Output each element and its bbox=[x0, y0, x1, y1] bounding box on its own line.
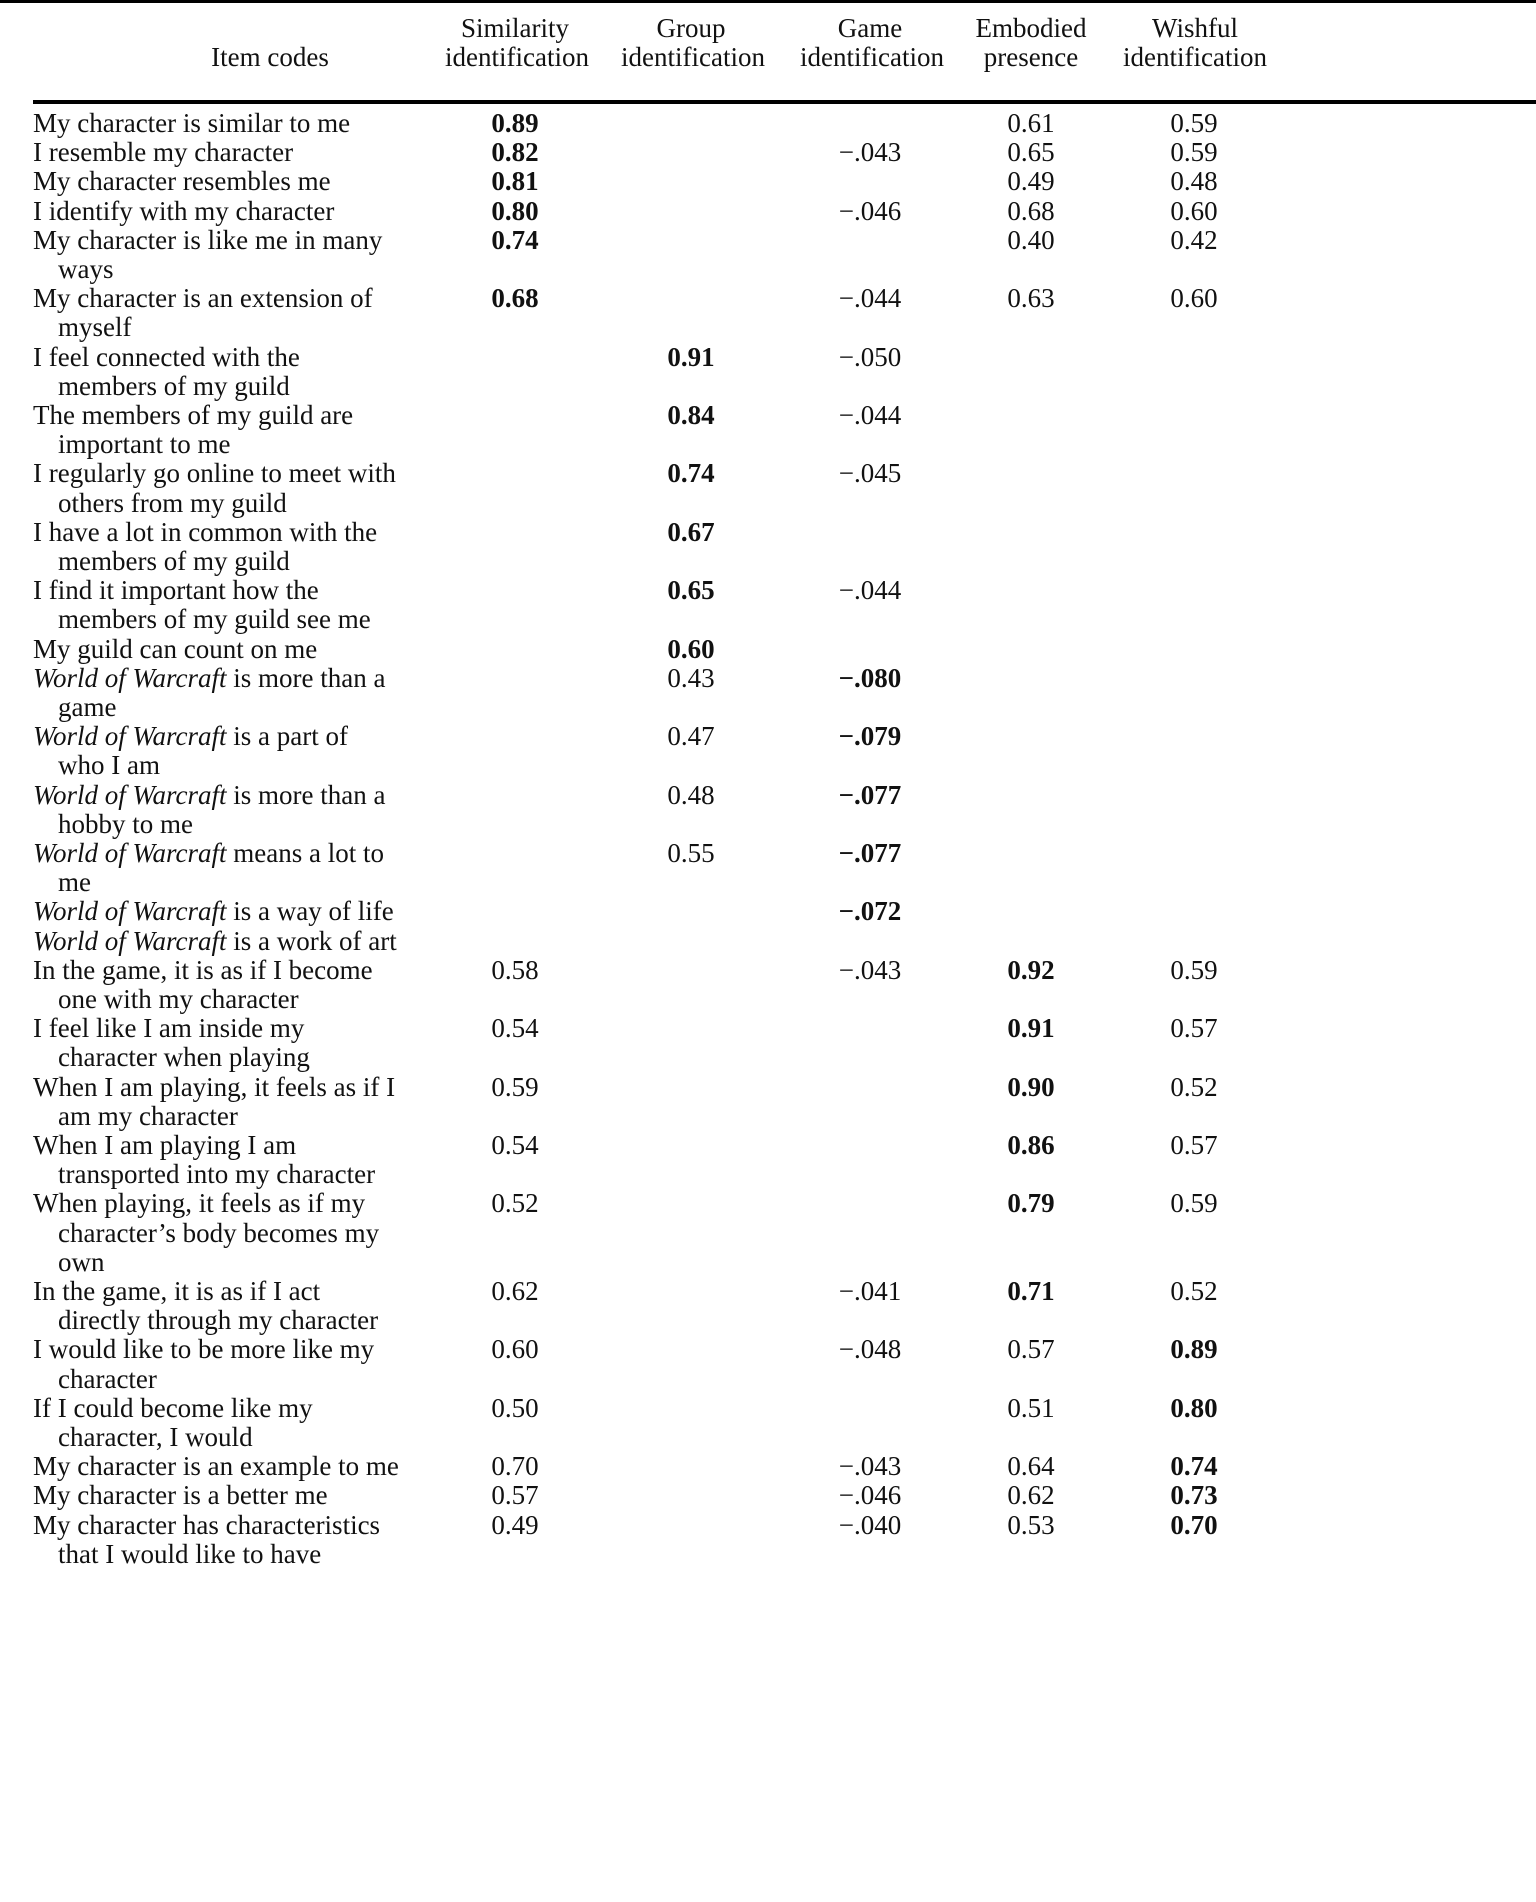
wishful-loading: 0.60 bbox=[1170, 195, 1218, 226]
item-code-cell bbox=[33, 518, 503, 576]
embodied-loading: 0.49 bbox=[1007, 166, 1055, 197]
embodied-loading: 0.62 bbox=[1007, 1480, 1055, 1511]
similarity-loading: 0.70 bbox=[491, 1451, 539, 1482]
wishful-loading: 0.59 bbox=[1170, 1188, 1218, 1219]
item-code-cell bbox=[33, 167, 503, 196]
table-row bbox=[0, 167, 1536, 196]
game-loading: −.072 bbox=[838, 896, 902, 927]
wishful-loading: 0.42 bbox=[1170, 224, 1218, 255]
embodied-loading: 0.61 bbox=[1007, 108, 1055, 138]
table-row bbox=[0, 635, 1536, 664]
item-text: If I could become like my bbox=[33, 1392, 313, 1423]
embodied-loading: 0.63 bbox=[1007, 283, 1055, 314]
item-text-continuation: members of my guild bbox=[58, 546, 290, 576]
game-loading: −.048 bbox=[838, 1334, 902, 1365]
similarity-loading: 0.50 bbox=[491, 1392, 539, 1423]
item-text: When I am playing, it feels as if I bbox=[33, 1071, 396, 1102]
item-code-cell bbox=[33, 459, 503, 517]
group-loading: 0.60 bbox=[667, 633, 715, 664]
wishful-loading: 0.74 bbox=[1170, 1451, 1218, 1482]
game-loading: −.043 bbox=[838, 1451, 902, 1482]
group-loading: 0.47 bbox=[667, 721, 715, 752]
item-code-cell bbox=[33, 722, 503, 780]
item-code-cell bbox=[33, 1189, 503, 1277]
item-text: is a work of art bbox=[226, 925, 397, 956]
item-code-cell bbox=[33, 226, 503, 284]
item-text-continuation: others from my guild bbox=[58, 487, 287, 518]
item-text: When I am playing I am bbox=[33, 1130, 297, 1160]
similarity-loading: 0.58 bbox=[491, 954, 539, 985]
item-text-continuation: directly through my character bbox=[58, 1305, 379, 1336]
item-text: My character is like me in many bbox=[33, 224, 383, 255]
table-row bbox=[0, 109, 1536, 138]
item-code-cell bbox=[33, 1131, 503, 1189]
item-code-cell bbox=[33, 1481, 503, 1510]
item-text: The members of my guild are bbox=[33, 400, 354, 430]
item-text-continuation: am my character bbox=[58, 1100, 238, 1131]
item-code-cell bbox=[33, 1335, 503, 1393]
table-row bbox=[0, 343, 1536, 401]
game-loading: −.080 bbox=[838, 662, 902, 693]
header-item-codes: Item codes bbox=[211, 42, 329, 72]
item-text: I feel like I am inside my bbox=[33, 1013, 305, 1044]
item-text: When playing, it feels as if my bbox=[33, 1188, 366, 1219]
game-loading: −.041 bbox=[838, 1276, 902, 1306]
group-loading: 0.74 bbox=[667, 458, 715, 489]
game-loading: −.046 bbox=[838, 195, 902, 226]
table-row bbox=[0, 518, 1536, 576]
game-loading: −.043 bbox=[838, 954, 902, 985]
game-loading: −.044 bbox=[838, 283, 902, 314]
group-loading: 0.43 bbox=[667, 662, 715, 693]
wishful-loading: 0.73 bbox=[1170, 1480, 1218, 1511]
item-code-cell bbox=[33, 956, 503, 1014]
item-code-cell bbox=[33, 664, 503, 722]
similarity-loading: 0.60 bbox=[491, 1334, 539, 1365]
item-text: means a lot to bbox=[226, 838, 385, 868]
item-text-continuation: me bbox=[58, 867, 91, 898]
item-text: I resemble my character bbox=[33, 137, 294, 168]
similarity-loading: 0.82 bbox=[491, 137, 539, 168]
group-loading: 0.84 bbox=[667, 400, 715, 430]
item-text: My character has characteristics bbox=[33, 1509, 381, 1540]
wishful-loading: 0.57 bbox=[1170, 1013, 1218, 1044]
item-text-continuation: one with my character bbox=[58, 984, 299, 1014]
item-code-cell bbox=[33, 897, 503, 926]
item-text: I feel connected with the bbox=[33, 341, 300, 372]
game-loading: −.040 bbox=[838, 1509, 902, 1540]
item-text-continuation: game bbox=[58, 692, 117, 722]
item-text: My guild can count on me bbox=[33, 633, 318, 664]
table-row bbox=[0, 927, 1536, 956]
item-text-continuation: own bbox=[58, 1246, 105, 1277]
similarity-loading: 0.80 bbox=[491, 195, 539, 226]
item-text: I have a lot in common with the bbox=[33, 516, 378, 547]
wishful-loading: 0.60 bbox=[1170, 283, 1218, 314]
game-loading: −.077 bbox=[838, 779, 902, 810]
table-row bbox=[0, 1189, 1536, 1277]
game-loading: −.045 bbox=[838, 458, 902, 489]
item-code-cell bbox=[33, 1073, 503, 1131]
item-code-cell bbox=[33, 781, 503, 839]
similarity-loading: 0.62 bbox=[491, 1276, 539, 1306]
item-text: is a part of bbox=[226, 721, 349, 752]
embodied-loading: 0.40 bbox=[1007, 224, 1055, 255]
table-row bbox=[0, 459, 1536, 517]
table-row bbox=[0, 1073, 1536, 1131]
item-text-continuation: that I would like to have bbox=[58, 1538, 322, 1569]
table-row bbox=[0, 1394, 1536, 1452]
embodied-loading: 0.90 bbox=[1007, 1071, 1055, 1102]
similarity-loading: 0.49 bbox=[491, 1509, 539, 1540]
similarity-loading: 0.59 bbox=[491, 1071, 539, 1102]
item-code-cell bbox=[33, 1014, 503, 1072]
table-row bbox=[0, 722, 1536, 780]
embodied-loading: 0.64 bbox=[1007, 1451, 1055, 1482]
game-loading: −.079 bbox=[838, 721, 902, 752]
item-code-cell bbox=[33, 1277, 503, 1335]
table-row bbox=[0, 956, 1536, 1014]
item-code-cell bbox=[33, 401, 503, 459]
embodied-loading: 0.79 bbox=[1007, 1188, 1055, 1219]
group-loading: 0.91 bbox=[667, 341, 715, 372]
item-text-continuation: ways bbox=[58, 254, 114, 284]
similarity-loading: 0.54 bbox=[491, 1013, 539, 1044]
item-code-cell bbox=[33, 839, 503, 897]
top-rule bbox=[0, 0, 1536, 3]
item-code-cell bbox=[33, 343, 503, 401]
item-text-continuation: transported into my character bbox=[58, 1159, 376, 1190]
embodied-loading: 0.86 bbox=[1007, 1130, 1055, 1160]
wishful-loading: 0.59 bbox=[1170, 108, 1218, 138]
item-italic-title: World of Warcraft bbox=[33, 662, 227, 693]
wishful-loading: 0.48 bbox=[1170, 166, 1218, 197]
header-similarity-identification: Similarity identification bbox=[445, 13, 589, 72]
table-row bbox=[0, 138, 1536, 167]
table-row bbox=[0, 1452, 1536, 1481]
table-row bbox=[0, 1014, 1536, 1072]
wishful-loading: 0.59 bbox=[1170, 137, 1218, 168]
table-row bbox=[0, 284, 1536, 342]
table-row bbox=[0, 664, 1536, 722]
item-text: My character resembles me bbox=[33, 166, 331, 197]
item-text: I identify with my character bbox=[33, 195, 335, 226]
item-text-continuation: character’s body becomes my bbox=[58, 1217, 380, 1248]
item-text: is a way of life bbox=[226, 896, 394, 927]
embodied-loading: 0.71 bbox=[1007, 1276, 1055, 1306]
embodied-loading: 0.68 bbox=[1007, 195, 1055, 226]
group-loading: 0.67 bbox=[667, 516, 715, 547]
header-wishful-identification: Wishful identification bbox=[1123, 13, 1267, 72]
similarity-loading: 0.81 bbox=[491, 166, 539, 197]
game-loading: −.043 bbox=[838, 137, 902, 168]
game-loading: −.044 bbox=[838, 400, 902, 430]
item-text-continuation: myself bbox=[58, 312, 132, 343]
table-row bbox=[0, 839, 1536, 897]
wishful-loading: 0.57 bbox=[1170, 1130, 1218, 1160]
item-code-cell bbox=[33, 284, 503, 342]
group-loading: 0.65 bbox=[667, 575, 715, 606]
item-code-cell bbox=[33, 1511, 503, 1569]
item-text: is more than a bbox=[226, 662, 386, 693]
item-text: In the game, it is as if I act bbox=[33, 1276, 321, 1306]
wishful-loading: 0.89 bbox=[1170, 1334, 1218, 1365]
item-text-continuation: character, I would bbox=[58, 1422, 253, 1452]
table-row bbox=[0, 897, 1536, 926]
item-text: is more than a bbox=[226, 779, 386, 810]
group-loading: 0.55 bbox=[667, 838, 715, 868]
item-code-cell bbox=[33, 1394, 503, 1452]
similarity-loading: 0.68 bbox=[491, 283, 539, 314]
wishful-loading: 0.59 bbox=[1170, 954, 1218, 985]
table-row bbox=[0, 1511, 1536, 1569]
item-code-cell bbox=[33, 927, 503, 956]
table-row bbox=[0, 197, 1536, 226]
similarity-loading: 0.54 bbox=[491, 1130, 539, 1160]
embodied-loading: 0.92 bbox=[1007, 954, 1055, 985]
item-text: In the game, it is as if I become bbox=[33, 954, 373, 985]
table-row bbox=[0, 1277, 1536, 1335]
wishful-loading: 0.80 bbox=[1170, 1392, 1218, 1423]
embodied-loading: 0.91 bbox=[1007, 1013, 1055, 1044]
header-embodied-presence: Embodied presence bbox=[975, 13, 1087, 72]
item-text-continuation: members of my guild see me bbox=[58, 604, 371, 635]
item-text: My character is similar to me bbox=[33, 108, 351, 138]
header-rule bbox=[33, 100, 1536, 104]
table-row bbox=[0, 781, 1536, 839]
wishful-loading: 0.52 bbox=[1170, 1276, 1218, 1306]
table-row bbox=[0, 576, 1536, 634]
item-code-cell bbox=[33, 109, 503, 138]
item-code-cell bbox=[33, 197, 503, 226]
item-text-continuation: important to me bbox=[58, 429, 231, 460]
item-text: I would like to be more like my bbox=[33, 1334, 375, 1365]
table-row bbox=[0, 1131, 1536, 1189]
item-code-cell bbox=[33, 576, 503, 634]
item-text-continuation: who I am bbox=[58, 750, 160, 781]
game-loading: −.044 bbox=[838, 575, 902, 606]
item-text: My character is an example to me bbox=[33, 1451, 399, 1482]
item-italic-title: World of Warcraft bbox=[33, 838, 227, 868]
item-text: I regularly go online to meet with bbox=[33, 458, 396, 489]
game-loading: −.050 bbox=[838, 341, 902, 372]
table-row bbox=[0, 1335, 1536, 1393]
item-code-cell bbox=[33, 1452, 503, 1481]
game-loading: −.046 bbox=[838, 1480, 902, 1511]
item-italic-title: World of Warcraft bbox=[33, 925, 227, 956]
wishful-loading: 0.70 bbox=[1170, 1509, 1218, 1540]
item-text-continuation: character when playing bbox=[58, 1042, 310, 1073]
similarity-loading: 0.57 bbox=[491, 1480, 539, 1511]
header-game-identification: Game identification bbox=[800, 13, 944, 72]
group-loading: 0.48 bbox=[667, 779, 715, 810]
similarity-loading: 0.74 bbox=[491, 224, 539, 255]
embodied-loading: 0.57 bbox=[1007, 1334, 1055, 1365]
item-text: I find it important how the bbox=[33, 575, 319, 606]
game-loading: −.077 bbox=[838, 838, 902, 868]
embodied-loading: 0.65 bbox=[1007, 137, 1055, 168]
header-group-identification: Group identification bbox=[621, 13, 765, 72]
item-text: My character is a better me bbox=[33, 1480, 328, 1511]
item-text-continuation: character bbox=[58, 1363, 157, 1394]
item-italic-title: World of Warcraft bbox=[33, 779, 227, 810]
wishful-loading: 0.52 bbox=[1170, 1071, 1218, 1102]
item-italic-title: World of Warcraft bbox=[33, 721, 227, 752]
similarity-loading: 0.52 bbox=[491, 1188, 539, 1219]
item-text-continuation: members of my guild bbox=[58, 370, 290, 401]
item-code-cell bbox=[33, 138, 503, 167]
embodied-loading: 0.51 bbox=[1007, 1392, 1055, 1423]
similarity-loading: 0.89 bbox=[491, 108, 539, 138]
item-code-cell bbox=[33, 635, 503, 664]
item-text-continuation: hobby to me bbox=[58, 808, 193, 839]
table-row bbox=[0, 1481, 1536, 1510]
item-italic-title: World of Warcraft bbox=[33, 896, 227, 927]
table-row bbox=[0, 226, 1536, 284]
table-row bbox=[0, 401, 1536, 459]
item-text: My character is an extension of bbox=[33, 283, 373, 314]
embodied-loading: 0.53 bbox=[1007, 1509, 1055, 1540]
